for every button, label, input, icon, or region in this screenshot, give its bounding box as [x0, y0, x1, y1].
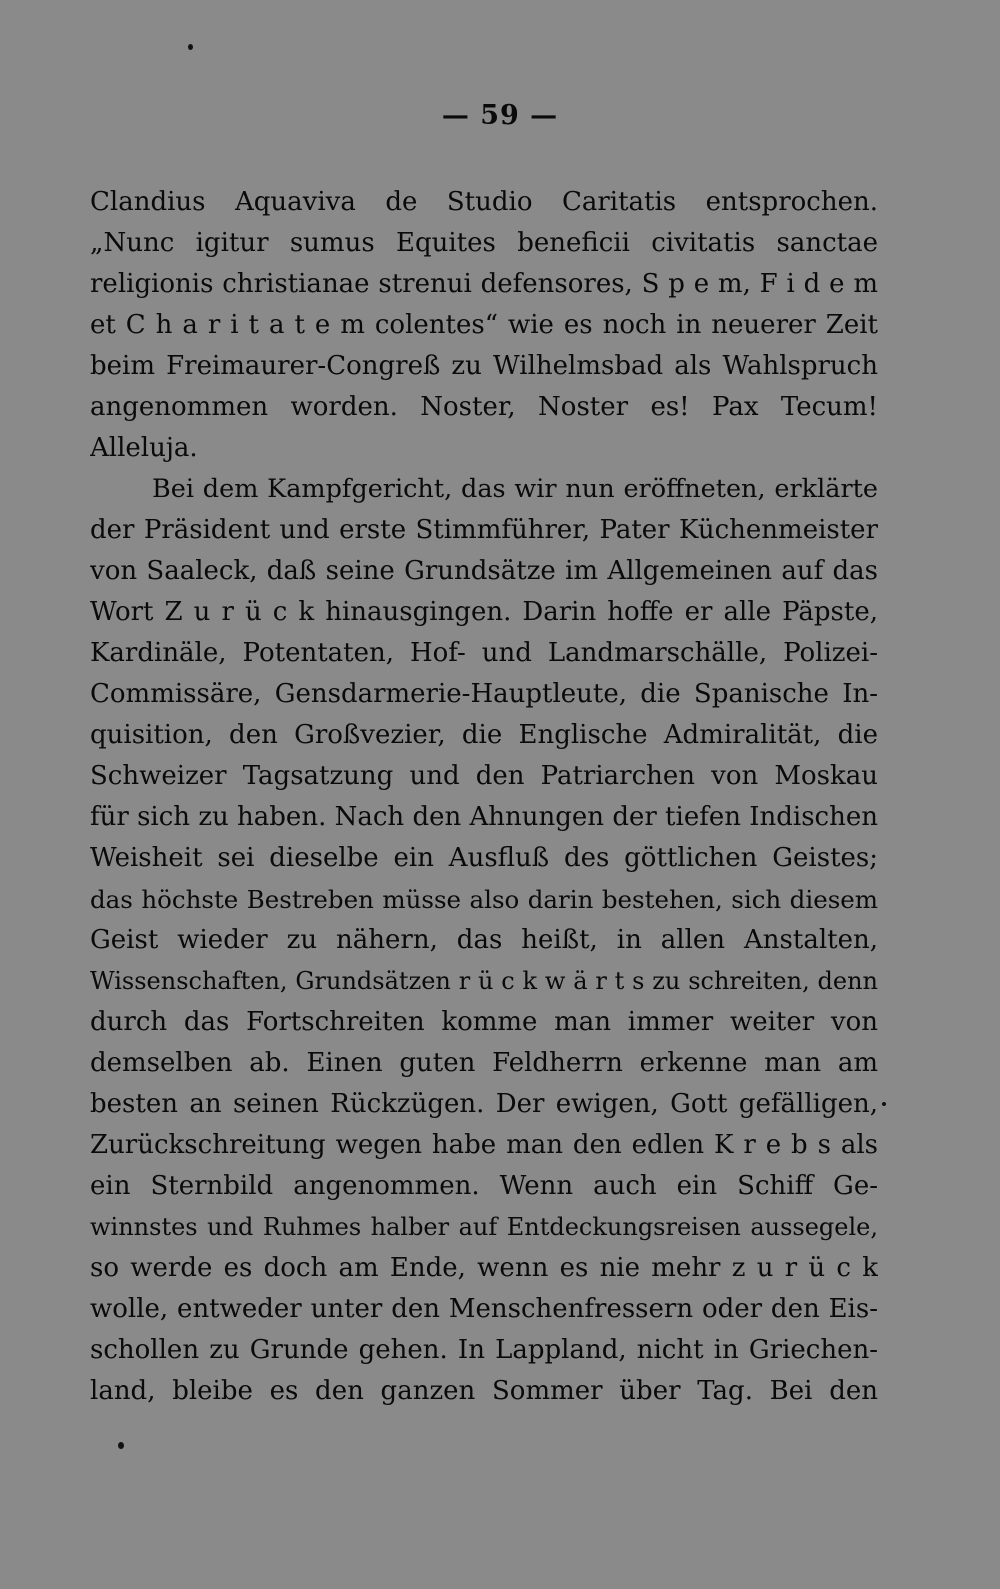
- text-line: Alleluja.: [90, 433, 198, 463]
- text-line: quisition, den Großvezier, die Englische Admiralität, die: [90, 720, 878, 750]
- text-line: Wissenschaften, Grundsätzen r ü c k w ä r t s zu schreiten, denn: [90, 967, 878, 995]
- text-line: für sich zu haben. Nach den Ahnungen der tiefen Indischen: [90, 802, 878, 832]
- text-line: demselben ab. Einen guten Feldherrn erkenne man am: [90, 1048, 878, 1078]
- print-speck: [882, 1102, 886, 1106]
- body-text: [90, 182, 878, 1412]
- text-line: religionis christianae strenui defensores, S p e m, F i d e m: [90, 269, 878, 299]
- text-line: das höchste Bestreben müsse also darin bestehen, sich diesem: [90, 885, 878, 914]
- print-speck: [188, 44, 193, 50]
- text-line: et C h a r i t a t e m colentes“ wie es noch in neuerer Zeit: [90, 310, 878, 340]
- text-line: wolle, entweder unter den Menschenfressern oder den Eis-: [90, 1294, 878, 1324]
- text-line: durch das Fortschreiten komme man immer weiter von: [90, 1007, 878, 1037]
- text-line: Bei dem Kampfgericht, das wir nun eröffneten, erklärte: [152, 474, 878, 504]
- print-speck: [118, 1442, 124, 1449]
- text-line: „Nunc igitur sumus Equites beneficii civitatis sanctae: [90, 228, 878, 258]
- text-line: so werde es doch am Ende, wenn es nie mehr z u r ü c k: [90, 1253, 878, 1283]
- text-line: land, bleibe es den ganzen Sommer über Tag. Bei den: [90, 1376, 878, 1406]
- text-line: Clandius Aquaviva de Studio Caritatis entsprochen.: [90, 187, 878, 217]
- page-number: — 59 —: [441, 100, 559, 131]
- text-line: Geist wieder zu nähern, das heißt, in allen Anstalten,: [90, 925, 878, 955]
- text-line: Schweizer Tagsatzung und den Patriarchen von Moskau: [90, 761, 878, 791]
- text-line: beim Freimaurer-Congreß zu Wilhelmsbad als Wahlspruch: [90, 351, 878, 381]
- text-line: Zurückschreitung wegen habe man den edlen K r e b s als: [90, 1130, 878, 1160]
- text-line: Kardinäle, Potentaten, Hof- und Landmarschälle, Polizei-: [90, 638, 878, 668]
- text-line: Weisheit sei dieselbe ein Ausfluß des göttlichen Geistes;: [90, 843, 878, 873]
- text-line: der Präsident und erste Stimmführer, Pater Küchenmeister: [90, 515, 878, 545]
- text-line: besten an seinen Rückzügen. Der ewigen, Gott gefälligen,: [90, 1089, 878, 1119]
- text-line: schollen zu Grunde gehen. In Lappland, nicht in Griechen-: [90, 1335, 878, 1365]
- text-line: Commissäre, Gensdarmerie-Hauptleute, die Spanische In-: [90, 679, 878, 709]
- text-line: ein Sternbild angenommen. Wenn auch ein Schiff Ge-: [90, 1171, 878, 1201]
- text-line: winnstes und Ruhmes halber auf Entdeckungsreisen aussegele,: [90, 1213, 878, 1241]
- text-line: von Saaleck, daß seine Grundsätze im Allgemeinen auf das: [90, 556, 878, 586]
- text-line: Wort Z u r ü c k hinausgingen. Darin hoffe er alle Päpste,: [90, 597, 878, 627]
- text-line: angenommen worden. Noster, Noster es! Pax Tecum!: [90, 392, 878, 422]
